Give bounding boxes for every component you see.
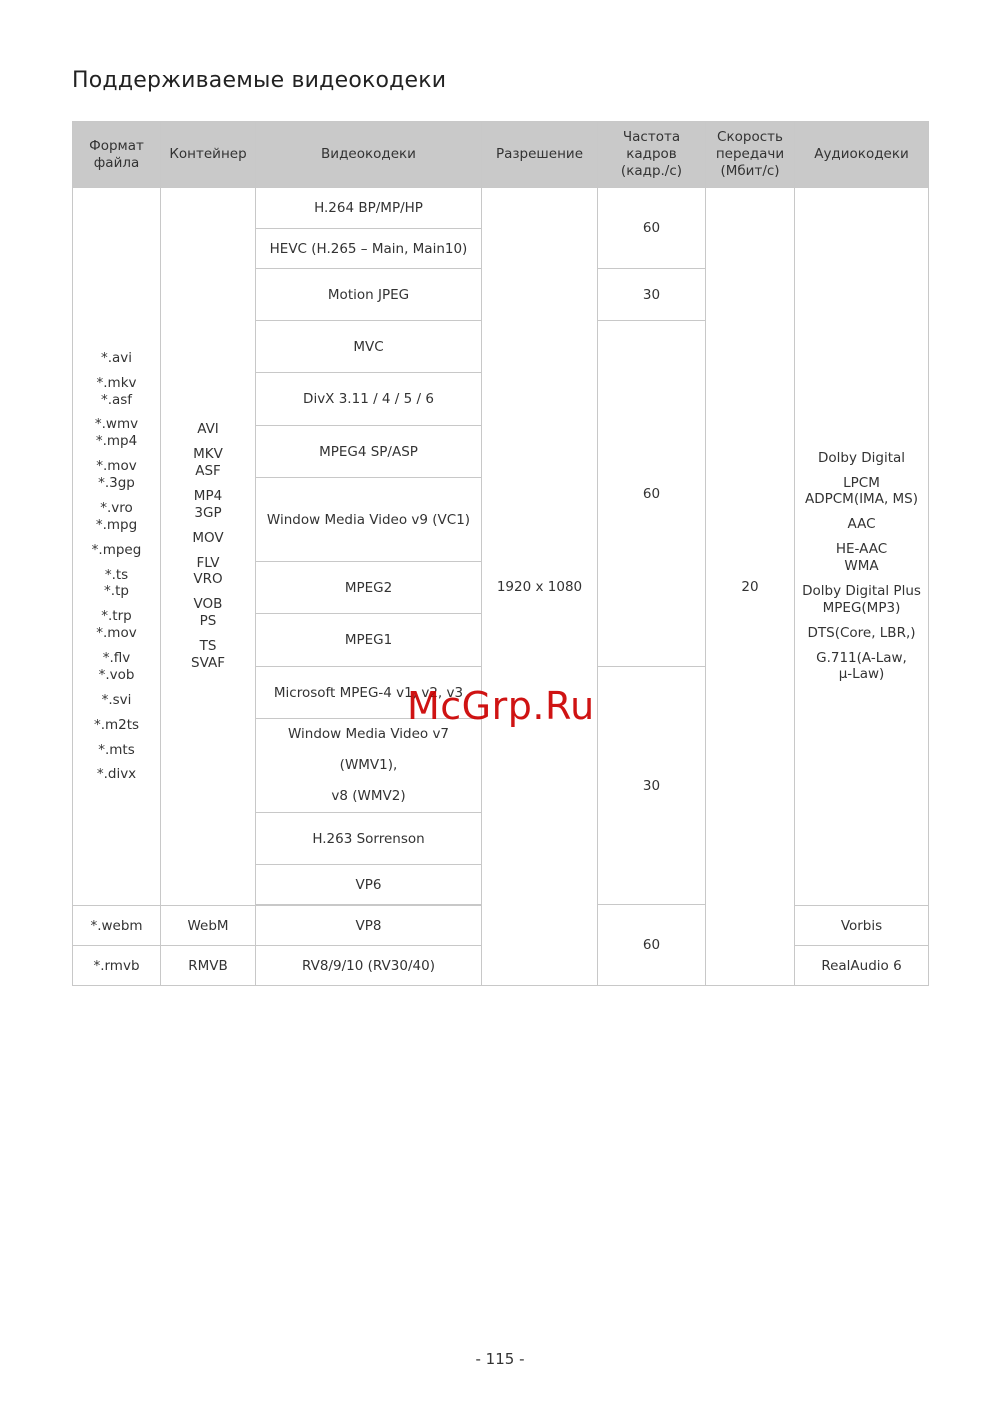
format-item: *.m2ts <box>93 716 140 733</box>
format-cell: *.rmvb <box>73 946 161 986</box>
container-cell: RMVB <box>161 946 256 986</box>
audio-item: WMA <box>844 558 879 575</box>
codec-line: Window Media Video v7 (WMV1), <box>287 726 450 773</box>
video-codecs-table <box>72 121 929 986</box>
container-item: 3GP <box>194 504 222 521</box>
codec-cell: DivX 3.11 / 4 / 5 / 6 <box>256 373 482 426</box>
audio-item: LPCM <box>843 474 880 491</box>
fps-cell: 30 <box>598 269 706 321</box>
fps-cell: 30 <box>598 667 706 905</box>
codec-line: v8 (WMV2) <box>331 788 406 804</box>
header-fps: Частота кадров (кадр./с) <box>598 122 706 188</box>
audio-item: μ-Law) <box>838 666 885 683</box>
audio-item: Dolby Digital Plus <box>802 582 921 599</box>
format-item: *.mts <box>98 741 135 758</box>
format-cell: *.webm <box>73 906 161 946</box>
codec-cell: MVC <box>256 321 482 373</box>
codec-cell <box>256 719 482 813</box>
audio-item: DTS(Core, LBR,) <box>807 624 916 641</box>
codec-cell: VP6 <box>256 865 482 905</box>
container-item: TS <box>199 638 217 654</box>
format-item: *.flv <box>102 650 131 666</box>
table-header-row <box>73 122 929 188</box>
container-item: FLV <box>196 554 220 571</box>
audio-item: HE-AAC <box>835 541 888 558</box>
format-list-cell <box>73 188 161 906</box>
codec-cell: H.263 Sorrenson <box>256 813 482 865</box>
container-item: MP4 <box>193 487 223 504</box>
codec-cell: MPEG2 <box>256 562 482 614</box>
codec-cell: HEVC (H.265 – Main, Main10) <box>256 229 482 269</box>
bitrate-cell: 20 <box>706 188 795 986</box>
audio-cell: RealAudio 6 <box>795 946 929 986</box>
header-resolution: Разрешение <box>482 122 598 188</box>
container-item: VRO <box>193 571 223 588</box>
format-item: *.tp <box>104 583 129 600</box>
format-item: *.mov <box>96 625 137 642</box>
fps-cell: 60 <box>598 905 706 986</box>
format-item: *.mpg <box>95 516 138 533</box>
audio-cell: Vorbis <box>795 906 929 946</box>
format-item: *.avi <box>100 349 133 366</box>
table-row <box>73 188 929 229</box>
header-container: Контейнер <box>161 122 256 188</box>
codec-cell: H.264 BP/MP/HP <box>256 188 482 229</box>
format-item: *.vro <box>100 499 133 516</box>
format-item: *.wmv <box>94 416 139 433</box>
header-audio: Аудиокодеки <box>795 122 929 188</box>
audio-item: G.711(A-Law, <box>816 649 907 666</box>
container-cell: WebM <box>161 906 256 946</box>
format-item: *.mp4 <box>95 433 138 450</box>
format-item: *.ts <box>104 566 129 583</box>
format-item: *.3gp <box>98 475 135 491</box>
codec-cell: Window Media Video v9 (VC1) <box>256 478 482 562</box>
container-item: MOV <box>192 529 224 546</box>
audio-list-cell <box>795 188 929 906</box>
container-item: MKV <box>193 446 223 463</box>
container-item: PS <box>199 613 217 630</box>
format-item: *.divx <box>96 766 137 783</box>
container-item: ASF <box>195 463 221 479</box>
container-list-cell <box>161 188 256 906</box>
codec-cell: Motion JPEG <box>256 269 482 321</box>
page-number: - 115 - <box>475 1350 525 1368</box>
codec-cell: Microsoft MPEG-4 v1, v2, v3 <box>256 667 482 719</box>
codec-cell: VP8 <box>256 906 482 946</box>
format-item: *.vob <box>98 666 135 683</box>
container-item: AVI <box>197 421 219 438</box>
codec-cell: MPEG4 SP/ASP <box>256 426 482 478</box>
format-item: *.asf <box>100 391 133 408</box>
fps-cell: 60 <box>598 188 706 269</box>
format-item: *.mpeg <box>91 541 142 558</box>
resolution-cell: 1920 x 1080 <box>482 188 598 986</box>
container-item: SVAF <box>191 654 225 671</box>
fps-cell: 60 <box>598 321 706 667</box>
format-item: *.mkv <box>96 374 137 391</box>
format-item: *.svi <box>101 691 132 708</box>
page-title: Поддерживаемые видеокодеки <box>72 68 447 93</box>
audio-item: ADPCM(IMA, MS) <box>804 491 919 508</box>
audio-item: Dolby Digital <box>817 449 906 466</box>
audio-item: MPEG(MP3) <box>822 599 901 616</box>
header-bitrate: Скорость передачи (Мбит/с) <box>706 122 795 188</box>
watermark: McGrp.Ru <box>407 684 595 728</box>
format-item: *.mov <box>96 458 137 475</box>
audio-item: AAC <box>847 516 876 533</box>
container-item: VOB <box>193 596 223 613</box>
header-format: Формат файла <box>73 122 161 188</box>
codec-cell: MPEG1 <box>256 614 482 667</box>
codec-cell: RV8/9/10 (RV30/40) <box>256 946 482 986</box>
header-codec: Видеокодеки <box>256 122 482 188</box>
format-item: *.trp <box>101 608 132 625</box>
